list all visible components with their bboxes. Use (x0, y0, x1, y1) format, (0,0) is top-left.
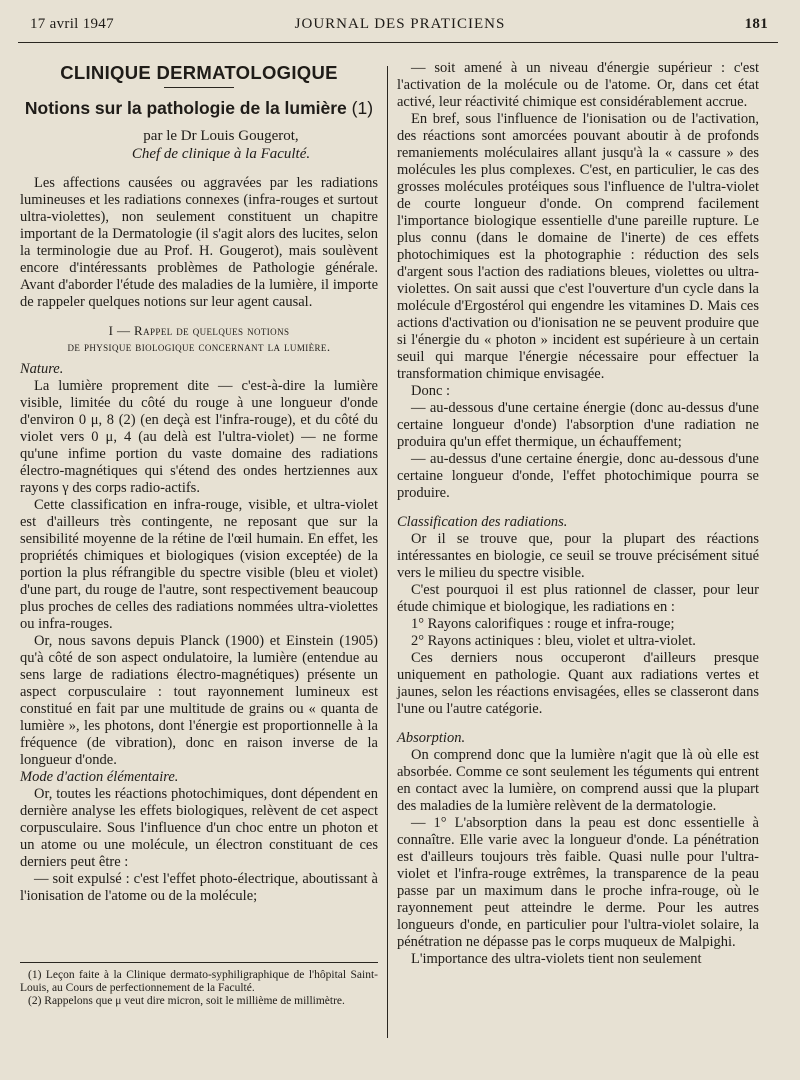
paragraph: C'est pourquoi il est plus rationnel de classer, pour leur étude chimique et biologique, les radiations en : (397, 582, 759, 615)
journal-title: JOURNAL DES PRATICIENS (294, 16, 506, 32)
paragraph: Donc : (411, 383, 451, 399)
left-column (20, 60, 378, 905)
issue-date: 17 avril 1947 (30, 16, 114, 32)
paragraph: Or, nous savons depuis Planck (1900) et Einstein (1905) qu'à côté de son aspect ondulatoire, la lumière (entendue au sens large de radiations électro-magnétiques) présente un aspect corpusculaire : tout rayonnement lumineux est constitué en fait par une multitude de grains ou « quanta de lumière », les photons, dont l'énergie est proportionnelle à la fréquence (de vibration), donc en raison inverse de la longueur d'onde. (20, 633, 378, 768)
subsection-absorption: Absorption. (397, 730, 466, 746)
header-rule (18, 42, 778, 43)
paragraph: — 1° L'absorption dans la peau est donc essentielle à connaître. Elle varie avec la longueur d'onde. La pénétration est d'ailleurs toujours très faible. Quasi nulle pour l'ultra-violet et l'infra-rouge extrêmes, la transparence de la peau passe par un maximum dans le proche infra-rouge, où le rayonnement peut atteindre le derme. Pour les autres longueurs d'onde, en particulier pour l'ultra-violet solaire, la pénétration ne dépasse pas le corps muqueux de Malpighi. (397, 815, 759, 950)
subsection-classification: Classification des radiations. (397, 514, 568, 530)
paragraph: Ces derniers nous occuperont d'ailleurs presque uniquement en pathologie. Quant aux radiations vertes et jaunes, selon les réactions envisagées, elles se classeront dans l'une ou l'autre catégorie. (397, 650, 759, 717)
intro-paragraph: Les affections causées ou aggravées par les radiations lumineuses et les radiations connexes (infra-rouges et surtout ultra-violettes), non seulement constituent un chapitre important de la Dermatologie (il s'agit alors des lucites, selon la terminologie due au Prof. H. Gougerot), mais soulèvent encore d'intéressants problèmes de Pathologie générale. Avant d'aborder l'étude des maladies de la lumière, il importe de rappeler quelques notions sur leur agent causal. (20, 175, 378, 310)
article-title-footnote-ref: (1) (351, 98, 374, 118)
part-heading-line-2: de physique biologique concernant la lumière. (67, 339, 331, 354)
footnote-1: (1) Leçon faite à la Clinique dermato-syphiligraphique de l'hôpital Saint-Louis, au Cours de perfectionnement de la Faculté. (20, 969, 378, 994)
footnote-2: (2) Rappelons que μ veut dire micron, soit le millième de millimètre. (28, 995, 345, 1007)
paragraph: L'importance des ultra-violets tient non seulement (411, 951, 702, 967)
paragraph: En bref, sous l'influence de l'ionisation ou de l'activation, des réactions sont amorcées pouvant aboutir à de profonds remaniements moléculaires allant jusqu'à la « cassure » des molécules les plus complexes. C'est, en particulier, le cas des grosses molécules protéiques sous l'influence de l'ultra-violet de courte longueur d'onde. On comprend facilement l'importance biologique essentielle d'une pareille rupture. Le plus connu (dans le domaine de l'inerte) de ces effets photochimiques est la photographie : réduction des sels d'argent sous l'action des radiations bleues, violettes ou ultra-violettes. On sait aussi que c'est l'ouverture d'un cycle dans la molécule d'Ergostérol qui engendre les vitamines D. Mais ces actions d'activation ou d'ionisation ne se peuvent produire que si l'énergie du « photon » incident est supérieure à un certain seuil qui marque l'énergie nécessaire pour effectuer la transformation chimique envisagée. (397, 111, 759, 382)
list-item: 1° Rayons calorifiques : rouge et infra-rouge; (411, 616, 675, 632)
subsection-nature: Nature. (20, 361, 64, 377)
part-heading-line-1: I — Rappel de quelques notions (108, 323, 290, 338)
paragraph: Or il se trouve que, pour la plupart des réactions intéressantes en biologie, ce seuil se trouve précisément situé vers le milieu du spectre visible. (397, 531, 759, 581)
footnotes (20, 962, 378, 1008)
paragraph: La lumière proprement dite — c'est-à-dire la lumière visible, limitée du côté du rouge à une longueur d'onde d'environ 0 μ, 8 (2) (en deçà est l'infra-rouge), et du côté du violet vers 0 μ, 4 (au delà est l'ultra-violet) — ne forme qu'une infime portion du vaste domaine des radiations électro-magnétiques qui s'étend des ondes hertziennes aux rayons γ des corps radio-actifs. (20, 378, 378, 496)
byline: par le Dr Louis Gougerot, (143, 128, 299, 144)
paragraph: — au-dessous d'une certaine énergie (donc au-dessus d'une certaine longueur d'onde) l'absorption d'une radiation ne produira qu'un effet thermique, un échauffement; (397, 400, 759, 450)
paragraph: — soit amené à un niveau d'énergie supérieur : c'est l'activation de la molécule ou de l'atome. Or, dans cet état activé, leur réactivité chimique est considérablement accrue. (397, 60, 759, 110)
article-title-text: Notions sur la pathologie de la lumière (24, 98, 347, 118)
section-title: CLINIQUE DERMATOLOGIQUE (60, 62, 338, 83)
title-rule (164, 87, 234, 88)
page-number: 181 (744, 16, 768, 32)
running-head (0, 14, 800, 44)
right-column (397, 60, 759, 968)
list-item: 2° Rayons actiniques : bleu, violet et ultra-violet. (411, 633, 696, 649)
paragraph: On comprend donc que la lumière n'agit que là où elle est absorbée. Comme ce sont seulement les téguments qui entrent en contact avec la lumière, on comprend aussi que la plupart des maladies de la lumière relèvent de la dermatologie. (397, 747, 759, 814)
author-role: Chef de clinique à la Faculté. (131, 146, 311, 162)
paragraph: — soit expulsé : c'est l'effet photo-électrique, aboutissant à l'ionisation de l'atome ou de la molécule; (20, 871, 378, 904)
column-divider (387, 66, 388, 1038)
article-title (20, 100, 378, 117)
paragraph: Cette classification en infra-rouge, visible, et ultra-violet est d'ailleurs très contingente, ne reposant que sur la sensibilité moyenne de la rétine de l'œil humain. En effet, les propriétés chimiques et biologiques (vision exceptée) de la portion la plus réfrangible du spectre visible (bleu et violet) d'une part, du rouge de l'autre, sont respectivement beaucoup plus proches de celles des radiations nommées ultra-violettes ou infra-rouges. (20, 497, 378, 632)
paragraph: Or, toutes les réactions photochimiques, dont dépendent en dernière analyse les effets biologiques, relèvent de cet aspect corpusculaire. Sous l'influence d'un choc entre un photon et un atome ou une molécule, un électron constituant de ces derniers peut être : (20, 786, 378, 870)
subsection-mode-action: Mode d'action élémentaire. (20, 769, 179, 785)
part-heading (20, 323, 378, 355)
paragraph: — au-dessus d'une certaine énergie, donc au-dessous d'une certaine longueur d'onde, l'effet photochimique pourra se produire. (397, 451, 759, 501)
